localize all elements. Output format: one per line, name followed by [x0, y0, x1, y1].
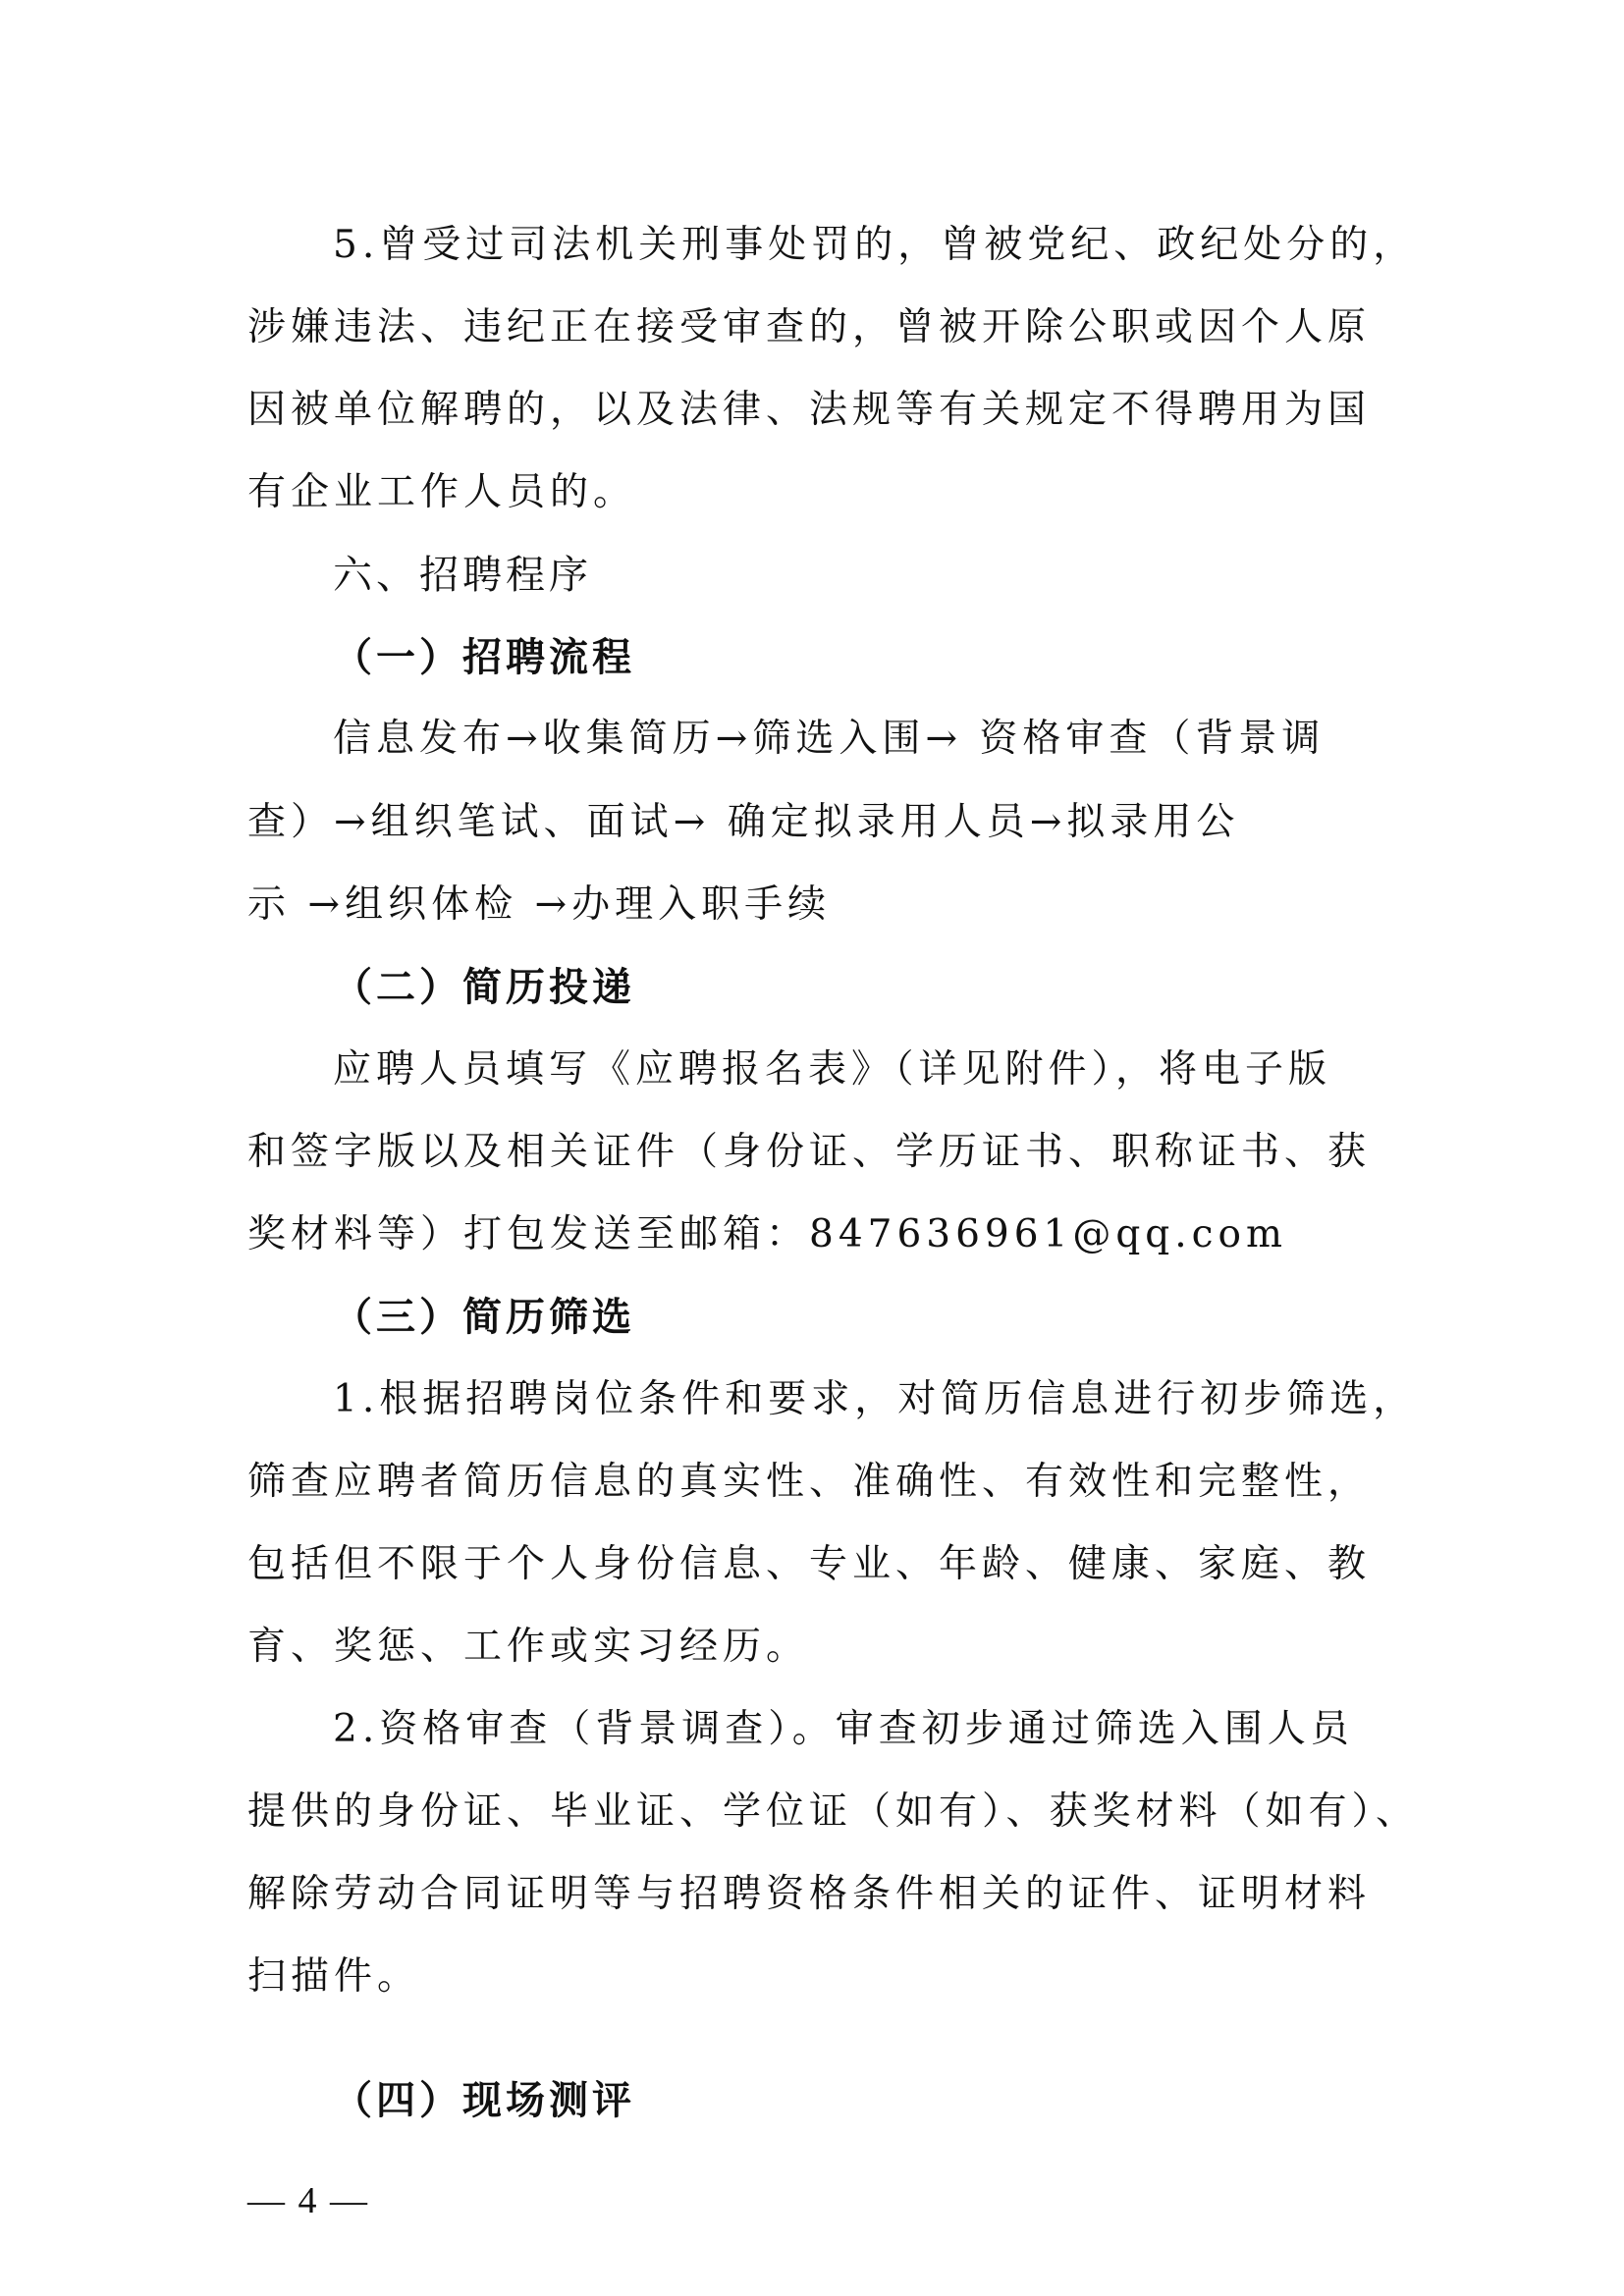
page-number: — 4 —	[247, 2180, 369, 2221]
section-heading: 六、招聘程序	[333, 553, 592, 598]
paragraph-line: 和签字版以及相关证件（身份证、学历证书、职称证书、获	[247, 1130, 1372, 1174]
paragraph-line: 示 →组织体检 →办理入职手续	[247, 882, 832, 927]
paragraph-line: 解除劳动合同证明等与招聘资格条件相关的证件、证明材料	[247, 1872, 1372, 1916]
paragraph-line: 扫描件。	[247, 1954, 421, 1999]
subsection-heading: （二）简历投递	[333, 964, 635, 1010]
paragraph-line: 涉嫌违法、违纪正在接受审查的，曾被开除公职或因个人原	[247, 305, 1372, 349]
subsection-heading: （一）招聘流程	[333, 634, 635, 680]
subsection-heading: （三）简历筛选	[333, 1294, 635, 1340]
paragraph-line: 包括但不限于个人身份信息、专业、年龄、健康、家庭、教	[247, 1542, 1372, 1586]
paragraph-line: 查）→组织笔试、面试→ 确定拟录用人员→拟录用公	[247, 800, 1240, 844]
paragraph-line: 1.根据招聘岗位条件和要求，对简历信息进行初步筛选，	[333, 1377, 1417, 1421]
subsection-heading: （四）现场测评	[333, 2077, 635, 2123]
paragraph-line: 5.曾受过司法机关刑事处罚的，曾被党纪、政纪处分的，	[333, 223, 1417, 267]
paragraph-line: 2.资格审查（背景调查）。审查初步通过筛选入围人员	[333, 1707, 1354, 1751]
paragraph-line: 因被单位解聘的，以及法律、法规等有关规定不得聘用为国	[247, 388, 1372, 432]
paragraph-line: 信息发布→收集简历→筛选入围→ 资格审查（背景调	[333, 717, 1326, 761]
paragraph-line: 应聘人员填写《应聘报名表》（详见附件），将电子版	[333, 1047, 1332, 1092]
paragraph-line: 提供的身份证、毕业证、学位证（如有）、获奖材料（如有）、	[247, 1789, 1420, 1834]
paragraph-line: 筛查应聘者简历信息的真实性、准确性、有效性和完整性，	[247, 1460, 1372, 1504]
paragraph-line: 育、奖惩、工作或实习经历。	[247, 1625, 810, 1669]
paragraph-line: 有企业工作人员的。	[247, 470, 637, 514]
paragraph-line: 奖材料等）打包发送至邮箱：847636961@qq.com	[247, 1212, 1287, 1256]
